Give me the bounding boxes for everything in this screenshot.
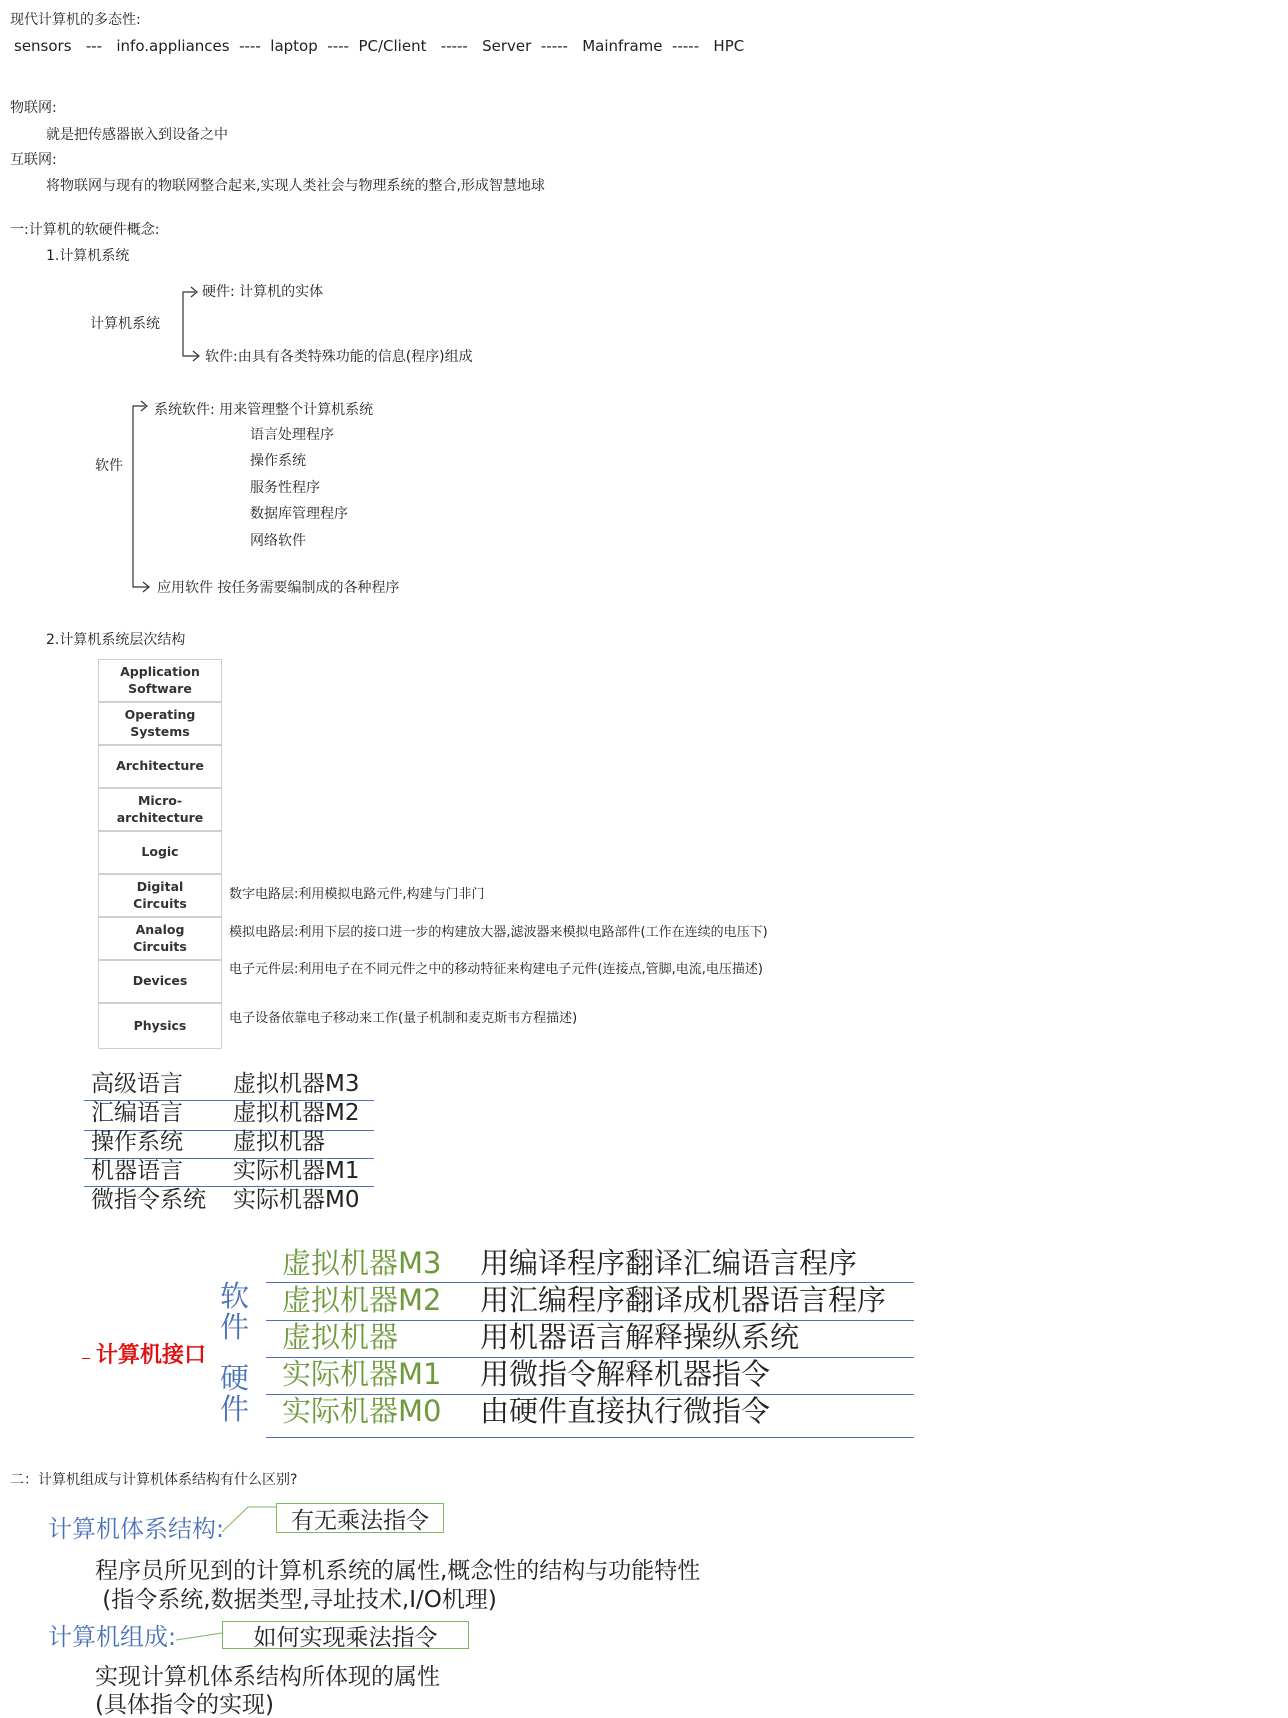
layer-microarchitecture: Micro-architecture xyxy=(98,788,222,831)
arch-label: 计算机体系结构: xyxy=(48,1515,225,1543)
system-item: 语言处理程序 xyxy=(250,427,334,443)
system-item: 操作系统 xyxy=(250,453,306,469)
machine-cell: 实际机器M0 xyxy=(233,1187,360,1213)
app-software: 应用软件 按任务需要编制成的各种程序 xyxy=(157,580,400,596)
interface-machine: 虚拟机器M3 xyxy=(282,1246,442,1280)
lang-cell: 高级语言 xyxy=(91,1071,183,1097)
layer-application: Application Software xyxy=(98,659,222,702)
hardware-text: 硬件: 计算机的实体 xyxy=(202,284,324,300)
section1-heading: 一:计算机的软硬件概念: xyxy=(10,222,160,238)
machine-cell: 实际机器M1 xyxy=(233,1158,360,1184)
org-desc: 实现计算机体系结构所体现的属性 xyxy=(95,1664,440,1690)
section1-sub1: 1.计算机系统 xyxy=(46,248,130,264)
iot-desc: 就是把传感器嵌入到设备之中 xyxy=(46,127,228,143)
arch-desc: 程序员所见到的计算机系统的属性,概念性的结构与功能特性 xyxy=(95,1558,701,1584)
note-devices: 电子元件层:利用电子在不同元件之中的移动特征来构建电子元件(连接点,管脚,电流,电压描述) xyxy=(229,962,763,977)
arch-desc: (指令系统,数据类型,寻址技术,I/O机理) xyxy=(95,1587,497,1613)
layer-logic: Logic xyxy=(98,831,222,874)
intro-spectrum: sensors --- info.appliances ---- laptop ---- PC/Client ----- Server ----- Mainframe ----- HPC xyxy=(14,37,745,55)
layer-architecture: Architecture xyxy=(98,745,222,788)
soft-label: 软件 xyxy=(95,458,123,474)
note-analog: 模拟电路层:利用下层的接口进一步的构建放大器,滤波器来模拟电路部件(工作在连续的电压下) xyxy=(229,925,768,940)
internet-desc: 将物联网与现有的物联网整合起来,实现人类社会与物理系统的整合,形成智慧地球 xyxy=(46,178,545,194)
intro-title: 现代计算机的多态性: xyxy=(10,12,141,28)
interface-desc: 用微指令解释机器指令 xyxy=(480,1357,771,1391)
machine-cell: 虚拟机器M2 xyxy=(233,1100,360,1126)
soft-char: 软 xyxy=(220,1279,250,1313)
bracket-lines xyxy=(0,0,1288,620)
org-desc: (具体指令的实现) xyxy=(95,1692,274,1718)
org-label: 计算机组成: xyxy=(48,1623,177,1651)
iot-label: 物联网: xyxy=(10,100,57,116)
interface-machine: 虚拟机器 xyxy=(282,1320,399,1354)
interface-desc: 由硬件直接执行微指令 xyxy=(480,1394,771,1428)
hard-char: 硬 xyxy=(220,1361,250,1395)
layer-analog: Analog Circuits xyxy=(98,917,222,960)
machine-cell: 虚拟机器 xyxy=(233,1129,325,1155)
machine-cell: 虚拟机器M3 xyxy=(233,1071,360,1097)
soft-char: 件 xyxy=(220,1310,250,1344)
interface-machine: 实际机器M1 xyxy=(282,1357,442,1391)
internet-label: 互联网: xyxy=(10,152,57,168)
interface-label: 计算机接口 xyxy=(96,1343,207,1368)
system-item: 网络软件 xyxy=(250,533,306,549)
layer-physics: Physics xyxy=(98,1003,222,1049)
system-software: 系统软件: 用来管理整个计算机系统 xyxy=(154,402,374,418)
section1-sub2: 2.计算机系统层次结构 xyxy=(46,632,186,648)
lang-cell: 机器语言 xyxy=(91,1158,183,1184)
arch-note: 有无乘法指令 xyxy=(276,1503,444,1533)
interface-desc: 用编译程序翻译汇编语言程序 xyxy=(480,1246,858,1280)
note-digital: 数字电路层:利用模拟电路元件,构建与门非门 xyxy=(229,887,485,902)
lang-cell: 操作系统 xyxy=(91,1129,183,1155)
lang-cell: 汇编语言 xyxy=(91,1100,183,1126)
layer-os: Operating Systems xyxy=(98,702,222,745)
system-item: 服务性程序 xyxy=(250,480,320,496)
system-label: 计算机系统 xyxy=(90,316,160,332)
lang-cell: 微指令系统 xyxy=(91,1187,206,1213)
software-text: 软件:由具有各类特殊功能的信息(程序)组成 xyxy=(205,349,473,365)
note-physics: 电子设备依靠电子移动来工作(量子机制和麦克斯韦方程描述) xyxy=(229,1011,578,1026)
layer-digital: Digital Circuits xyxy=(98,874,222,917)
section2-heading: 二：计算机组成与计算机体系结构有什么区别? xyxy=(10,1472,298,1488)
hard-char: 件 xyxy=(220,1392,250,1426)
layer-devices: Devices xyxy=(98,960,222,1003)
org-note: 如何实现乘法指令 xyxy=(222,1621,469,1649)
system-item: 数据库管理程序 xyxy=(250,506,348,522)
interface-desc: 用汇编程序翻译成机器语言程序 xyxy=(480,1283,887,1317)
interface-machine: 虚拟机器M2 xyxy=(282,1283,442,1317)
interface-desc: 用机器语言解释操纵系统 xyxy=(480,1320,800,1354)
interface-machine: 实际机器M0 xyxy=(282,1394,442,1428)
